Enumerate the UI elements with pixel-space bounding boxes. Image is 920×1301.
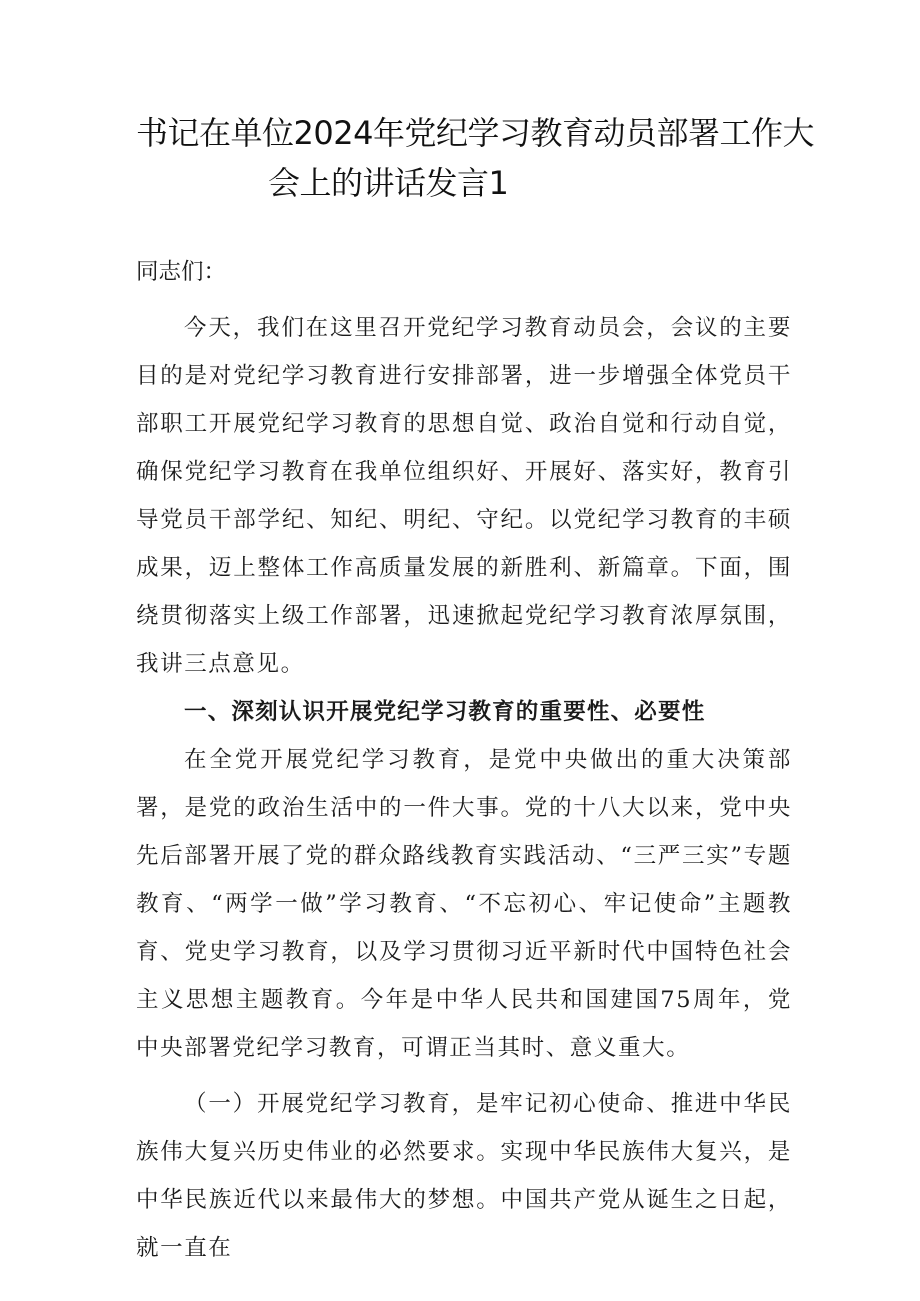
section-heading-1: 一、深刻认识开展党纪学习教育的重要性、必要性 [184, 699, 706, 725]
salutation: 同志们： [136, 259, 227, 285]
title-line-2: 会上的讲话发言1 [268, 164, 509, 202]
paragraph-intro: 今天，我们在这里召开党纪学习教育动员会，会议的主要目的是对党纪学习教育进行安排部署，进一步增强全体党员干部职工开展党纪学习教育的思想自觉、政治自觉和行动自觉，确保党纪学习教育在我单位组织好、开展好、落实好，教育引导党员干部学纪、知纪、明纪、守纪。以党纪学习教育的丰硕成果，迈上整体工作高质量发展的新胜利、新篇章。下面，围绕贯彻落实上级工作部署，迅速掀起党纪学习教育浓厚氛围，我讲三点意见。 [136, 315, 792, 677]
paragraph-subsection-1: （一）开展党纪学习教育，是牢记初心使命、推进中华民族伟大复兴历史伟业的必然要求。实现中华民族伟大复兴，是中华民族近代以来最伟大的梦想。中国共产党从诞生之日起，就一直在 [136, 1091, 792, 1261]
title-line-1: 书记在单位2024年党纪学习教育动员部署工作大 [136, 114, 814, 152]
document-body [136, 252, 792, 1272]
document-title [120, 108, 814, 208]
paragraph-section-1: 在全党开展党纪学习教育，是党中央做出的重大决策部署，是党的政治生活中的一件大事。党的十八大以来，党中央先后部署开展了党的群众路线教育实践活动、“三严三实”专题教育、“两学一做”学习教育、“不忘初心、牢记使命”主题教育、党史学习教育，以及学习贯彻习近平新时代中国特色社会主义思想主题教育。今年是中华人民共和国建国75周年，党中央部署党纪学习教育，可谓正当其时、意义重大。 [136, 747, 792, 1061]
